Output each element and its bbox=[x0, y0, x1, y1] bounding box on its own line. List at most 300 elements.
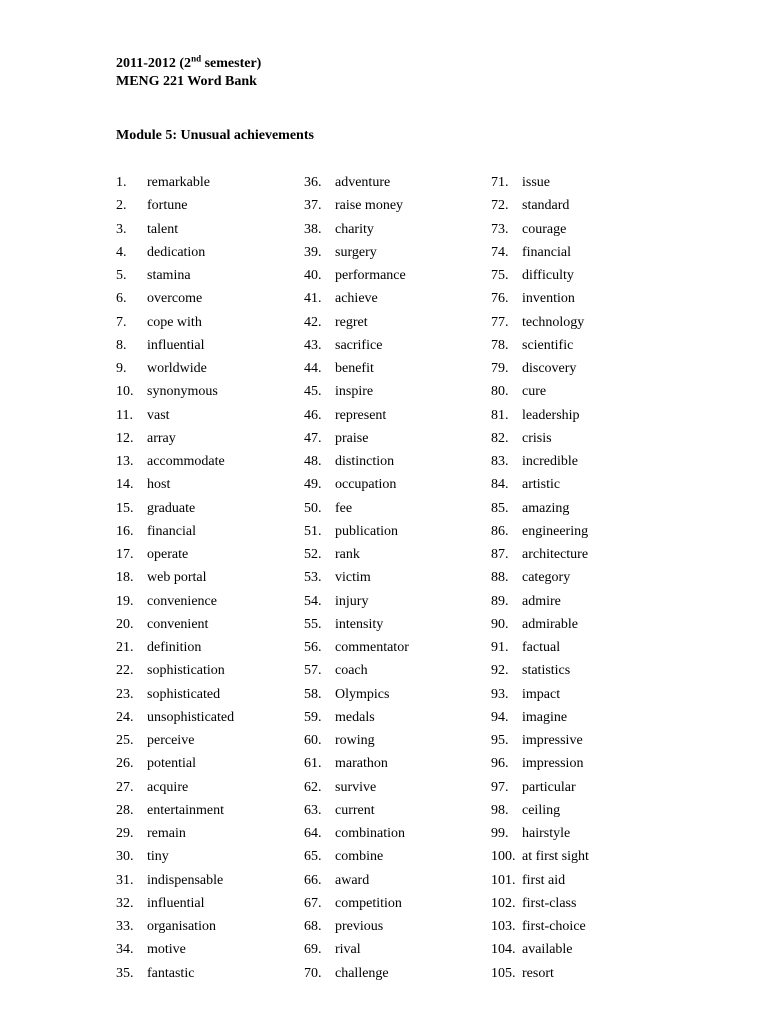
word-text: standard bbox=[522, 198, 570, 214]
word-text: influential bbox=[147, 337, 205, 353]
word-number: 29. bbox=[116, 826, 134, 841]
word-entry bbox=[491, 918, 589, 941]
word-number: 56. bbox=[304, 640, 322, 655]
word-text: worldwide bbox=[147, 361, 207, 376]
word-number: 14. bbox=[116, 477, 134, 493]
word-text: regret bbox=[335, 314, 368, 330]
word-text: victim bbox=[335, 570, 371, 586]
word-entry bbox=[304, 779, 409, 802]
word-entry bbox=[304, 639, 409, 662]
word-text: adventure bbox=[335, 175, 391, 190]
word-text: intensity bbox=[335, 616, 384, 632]
word-number: 49. bbox=[304, 477, 322, 493]
word-text: amazing bbox=[522, 500, 570, 516]
word-number: 54. bbox=[304, 593, 322, 609]
word-number: 69. bbox=[304, 942, 322, 958]
word-entry bbox=[491, 453, 589, 476]
word-number: 10. bbox=[116, 384, 134, 400]
word-number: 42. bbox=[304, 314, 322, 330]
word-number: 87. bbox=[491, 547, 509, 562]
word-entry bbox=[116, 221, 234, 244]
word-number: 75. bbox=[491, 268, 509, 283]
word-entry bbox=[116, 569, 234, 592]
word-entry bbox=[491, 569, 589, 592]
word-number: 35. bbox=[116, 965, 134, 981]
word-number: 80. bbox=[491, 384, 509, 400]
word-text: remarkable bbox=[147, 175, 210, 190]
word-text: incredible bbox=[522, 454, 578, 469]
word-text: artistic bbox=[522, 477, 561, 493]
word-entry bbox=[116, 918, 234, 941]
word-entry bbox=[491, 430, 589, 453]
word-text: engineering bbox=[522, 523, 589, 539]
word-number: 60. bbox=[304, 733, 322, 748]
word-entry bbox=[491, 825, 589, 848]
word-entry bbox=[304, 895, 409, 918]
word-text: issue bbox=[522, 175, 550, 190]
word-entry bbox=[304, 662, 409, 685]
word-text: tiny bbox=[147, 849, 169, 865]
word-entry bbox=[116, 848, 234, 871]
word-text: surgery bbox=[335, 244, 377, 260]
word-text: current bbox=[335, 802, 375, 818]
word-entry bbox=[304, 314, 409, 337]
word-number: 78. bbox=[491, 337, 509, 353]
word-text: first-choice bbox=[522, 919, 586, 934]
word-entry bbox=[304, 686, 409, 709]
word-text: particular bbox=[522, 779, 576, 795]
word-text: architecture bbox=[522, 547, 589, 562]
word-text: survive bbox=[335, 779, 377, 795]
word-text: potential bbox=[147, 756, 196, 772]
word-entry bbox=[304, 569, 409, 592]
word-text: challenge bbox=[335, 965, 389, 981]
word-number: 47. bbox=[304, 430, 322, 446]
word-entry bbox=[491, 895, 589, 918]
word-number: 57. bbox=[304, 663, 322, 679]
word-entry bbox=[116, 174, 234, 197]
word-entry bbox=[116, 476, 234, 499]
word-number: 25. bbox=[116, 733, 134, 748]
word-number: 89. bbox=[491, 593, 509, 609]
word-entry bbox=[116, 639, 234, 662]
word-entry bbox=[491, 593, 589, 616]
word-number: 26. bbox=[116, 756, 134, 772]
word-entry bbox=[116, 965, 234, 988]
word-entry bbox=[491, 848, 589, 871]
word-text: discovery bbox=[522, 361, 577, 376]
word-number: 19. bbox=[116, 593, 134, 609]
word-entry bbox=[116, 779, 234, 802]
word-entry bbox=[116, 546, 234, 569]
word-text: rival bbox=[335, 942, 361, 958]
word-entry bbox=[491, 174, 589, 197]
semester-suffix: semester) bbox=[201, 56, 262, 71]
word-text: financial bbox=[147, 523, 196, 539]
word-number: 100. bbox=[491, 849, 516, 865]
word-number: 94. bbox=[491, 709, 509, 725]
word-number: 22. bbox=[116, 663, 134, 679]
word-entry bbox=[116, 825, 234, 848]
word-entry bbox=[116, 941, 234, 964]
word-entry bbox=[304, 430, 409, 453]
word-text: occupation bbox=[335, 477, 397, 493]
word-number: 4. bbox=[116, 244, 127, 260]
word-entry bbox=[304, 709, 409, 732]
word-entry bbox=[304, 476, 409, 499]
word-text: sophisticated bbox=[147, 686, 221, 702]
word-number: 18. bbox=[116, 570, 134, 586]
word-text: imagine bbox=[522, 709, 568, 725]
word-entry bbox=[304, 616, 409, 639]
word-number: 68. bbox=[304, 919, 322, 934]
word-entry bbox=[491, 476, 589, 499]
word-number: 98. bbox=[491, 802, 509, 818]
word-entry bbox=[491, 709, 589, 732]
word-text: scientific bbox=[522, 337, 574, 353]
word-entry bbox=[116, 616, 234, 639]
word-entry bbox=[304, 244, 409, 267]
word-entry bbox=[491, 314, 589, 337]
word-text: crisis bbox=[522, 430, 552, 446]
word-entry bbox=[491, 732, 589, 755]
word-text: difficulty bbox=[522, 268, 574, 283]
word-number: 7. bbox=[116, 314, 127, 330]
word-text: impact bbox=[522, 686, 561, 702]
word-entry bbox=[491, 546, 589, 569]
word-number: 48. bbox=[304, 454, 322, 469]
word-entry bbox=[491, 639, 589, 662]
word-text: competition bbox=[335, 895, 402, 911]
word-text: available bbox=[522, 942, 573, 958]
word-entry bbox=[304, 407, 409, 430]
word-number: 73. bbox=[491, 221, 509, 237]
word-entry bbox=[304, 965, 409, 988]
word-entry bbox=[491, 662, 589, 685]
word-entry bbox=[116, 197, 234, 220]
word-entry bbox=[304, 872, 409, 895]
word-entry bbox=[116, 267, 234, 290]
ordinal-suffix: nd bbox=[191, 53, 202, 64]
word-number: 95. bbox=[491, 733, 509, 748]
word-number: 12. bbox=[116, 430, 134, 446]
word-entry bbox=[491, 523, 589, 546]
word-entry bbox=[116, 383, 234, 406]
word-text: achieve bbox=[335, 291, 378, 307]
word-number: 64. bbox=[304, 826, 322, 841]
word-text: graduate bbox=[147, 500, 196, 516]
word-text: talent bbox=[147, 221, 179, 237]
word-text: Olympics bbox=[335, 686, 390, 702]
word-text: fantastic bbox=[147, 965, 195, 981]
word-entry bbox=[491, 244, 589, 267]
word-entry bbox=[304, 593, 409, 616]
word-number: 1. bbox=[116, 175, 127, 190]
word-number: 83. bbox=[491, 454, 509, 469]
word-text: charity bbox=[335, 221, 374, 237]
word-entry bbox=[304, 290, 409, 313]
word-entry bbox=[116, 430, 234, 453]
word-entry bbox=[304, 523, 409, 546]
word-entry bbox=[304, 825, 409, 848]
word-entry bbox=[304, 941, 409, 964]
word-text: cure bbox=[522, 384, 547, 400]
word-number: 36. bbox=[304, 175, 322, 190]
word-number: 92. bbox=[491, 663, 509, 679]
word-number: 46. bbox=[304, 407, 322, 423]
word-number: 81. bbox=[491, 407, 509, 423]
word-text: entertainment bbox=[147, 802, 224, 818]
word-number: 70. bbox=[304, 965, 322, 981]
word-number: 96. bbox=[491, 756, 509, 772]
word-text: host bbox=[147, 477, 171, 493]
word-text: remain bbox=[147, 826, 186, 841]
word-number: 11. bbox=[116, 407, 133, 423]
word-entry bbox=[304, 802, 409, 825]
word-entry bbox=[304, 197, 409, 220]
word-number: 59. bbox=[304, 709, 322, 725]
word-number: 44. bbox=[304, 361, 322, 376]
word-text: vast bbox=[147, 407, 170, 423]
word-entry bbox=[491, 337, 589, 360]
word-text: injury bbox=[335, 593, 369, 609]
word-number: 99. bbox=[491, 826, 509, 841]
word-text: convenient bbox=[147, 616, 209, 632]
word-number: 20. bbox=[116, 616, 134, 632]
word-number: 3. bbox=[116, 221, 127, 237]
word-entry bbox=[491, 197, 589, 220]
word-text: publication bbox=[335, 523, 398, 539]
word-column-3 bbox=[491, 174, 589, 988]
word-entry bbox=[116, 802, 234, 825]
course-title: MENG 221 Word Bank bbox=[116, 74, 257, 89]
word-text: accommodate bbox=[147, 454, 225, 469]
word-entry bbox=[116, 290, 234, 313]
word-text: inspire bbox=[335, 384, 374, 400]
word-number: 33. bbox=[116, 919, 134, 934]
word-number: 32. bbox=[116, 895, 134, 911]
word-entry bbox=[116, 593, 234, 616]
word-number: 86. bbox=[491, 523, 509, 539]
word-number: 8. bbox=[116, 337, 127, 353]
word-entry bbox=[491, 941, 589, 964]
document-header bbox=[116, 55, 261, 91]
word-text: rowing bbox=[335, 733, 375, 748]
word-entry bbox=[491, 755, 589, 778]
word-number: 5. bbox=[116, 268, 127, 283]
word-number: 45. bbox=[304, 384, 322, 400]
word-text: statistics bbox=[522, 663, 571, 679]
word-text: admire bbox=[522, 593, 561, 609]
word-entry bbox=[304, 337, 409, 360]
module-title: Module 5: Unusual achievements bbox=[116, 128, 314, 143]
word-entry bbox=[304, 732, 409, 755]
word-text: fortune bbox=[147, 198, 188, 214]
word-entry bbox=[116, 523, 234, 546]
word-text: overcome bbox=[147, 291, 203, 307]
word-entry bbox=[116, 732, 234, 755]
word-text: perceive bbox=[147, 733, 195, 748]
word-number: 82. bbox=[491, 430, 509, 446]
word-number: 84. bbox=[491, 477, 509, 493]
word-entry bbox=[491, 872, 589, 895]
word-entry bbox=[491, 500, 589, 523]
word-column-2 bbox=[304, 174, 409, 988]
word-text: indispensable bbox=[147, 872, 224, 888]
word-text: unsophisticated bbox=[147, 709, 235, 725]
word-text: category bbox=[522, 570, 571, 586]
word-number: 67. bbox=[304, 895, 322, 911]
word-text: distinction bbox=[335, 454, 395, 469]
word-number: 28. bbox=[116, 802, 134, 818]
word-entry bbox=[304, 453, 409, 476]
word-number: 55. bbox=[304, 616, 322, 632]
word-number: 91. bbox=[491, 640, 509, 655]
word-entry bbox=[116, 314, 234, 337]
word-text: first-class bbox=[522, 895, 577, 911]
word-entry bbox=[304, 848, 409, 871]
word-entry bbox=[116, 686, 234, 709]
word-number: 101. bbox=[491, 872, 516, 888]
word-number: 61. bbox=[304, 756, 322, 772]
word-number: 40. bbox=[304, 268, 322, 283]
word-text: acquire bbox=[147, 779, 189, 795]
word-number: 30. bbox=[116, 849, 134, 865]
word-number: 6. bbox=[116, 291, 127, 307]
word-entry bbox=[491, 221, 589, 244]
word-number: 74. bbox=[491, 244, 509, 260]
word-number: 41. bbox=[304, 291, 322, 307]
word-number: 13. bbox=[116, 454, 134, 469]
word-text: dedication bbox=[147, 244, 206, 260]
word-text: admirable bbox=[522, 616, 578, 632]
word-number: 97. bbox=[491, 779, 509, 795]
semester-prefix: 2011-2012 (2 bbox=[116, 56, 192, 71]
word-number: 102. bbox=[491, 895, 516, 911]
word-text: benefit bbox=[335, 361, 374, 376]
word-text: first aid bbox=[522, 872, 566, 888]
word-entry bbox=[491, 407, 589, 430]
word-number: 52. bbox=[304, 547, 322, 562]
word-entry bbox=[491, 290, 589, 313]
word-entry bbox=[116, 895, 234, 918]
word-number: 23. bbox=[116, 686, 134, 702]
word-number: 72. bbox=[491, 198, 509, 214]
word-number: 27. bbox=[116, 779, 134, 795]
word-entry bbox=[304, 360, 409, 383]
word-text: invention bbox=[522, 291, 575, 307]
word-text: at first sight bbox=[522, 849, 589, 865]
word-number: 105. bbox=[491, 965, 516, 981]
word-text: operate bbox=[147, 547, 189, 562]
word-entry bbox=[491, 802, 589, 825]
word-number: 50. bbox=[304, 500, 322, 516]
word-entry bbox=[116, 709, 234, 732]
word-text: ceiling bbox=[522, 802, 561, 818]
word-number: 51. bbox=[304, 523, 322, 539]
word-text: previous bbox=[335, 919, 384, 934]
word-number: 9. bbox=[116, 361, 127, 376]
word-number: 34. bbox=[116, 942, 134, 958]
word-number: 58. bbox=[304, 686, 322, 702]
word-number: 90. bbox=[491, 616, 509, 632]
word-number: 65. bbox=[304, 849, 322, 865]
word-entry bbox=[304, 546, 409, 569]
word-text: cope with bbox=[147, 314, 202, 330]
semester-line bbox=[116, 55, 261, 73]
word-text: web portal bbox=[147, 570, 207, 586]
word-text: array bbox=[147, 430, 176, 446]
word-entry bbox=[304, 918, 409, 941]
word-entry bbox=[116, 662, 234, 685]
word-text: sacrifice bbox=[335, 337, 383, 353]
word-entry bbox=[491, 267, 589, 290]
word-entry bbox=[304, 174, 409, 197]
word-text: commentator bbox=[335, 640, 409, 655]
word-entry bbox=[491, 965, 589, 988]
word-number: 21. bbox=[116, 640, 134, 655]
word-entry bbox=[491, 360, 589, 383]
word-number: 16. bbox=[116, 523, 134, 539]
word-text: leadership bbox=[522, 407, 580, 423]
word-entry bbox=[116, 755, 234, 778]
word-text: coach bbox=[335, 663, 368, 679]
word-number: 17. bbox=[116, 547, 134, 562]
word-text: medals bbox=[335, 709, 375, 725]
word-number: 71. bbox=[491, 175, 509, 190]
word-text: combination bbox=[335, 826, 405, 841]
word-number: 104. bbox=[491, 942, 516, 958]
word-entry bbox=[116, 407, 234, 430]
word-number: 77. bbox=[491, 314, 509, 330]
word-text: courage bbox=[522, 221, 567, 237]
word-entry bbox=[491, 616, 589, 639]
word-entry bbox=[491, 779, 589, 802]
word-entry bbox=[304, 500, 409, 523]
word-number: 31. bbox=[116, 872, 134, 888]
word-number: 63. bbox=[304, 802, 322, 818]
word-text: impression bbox=[522, 756, 584, 772]
word-text: rank bbox=[335, 547, 360, 562]
word-text: performance bbox=[335, 268, 406, 283]
word-number: 15. bbox=[116, 500, 134, 516]
word-text: award bbox=[335, 872, 370, 888]
word-entry bbox=[491, 383, 589, 406]
word-text: synonymous bbox=[147, 384, 218, 400]
word-number: 2. bbox=[116, 198, 127, 214]
word-text: marathon bbox=[335, 756, 388, 772]
word-column-1 bbox=[116, 174, 234, 988]
word-text: praise bbox=[335, 430, 369, 446]
word-entry bbox=[116, 244, 234, 267]
word-text: influential bbox=[147, 895, 205, 911]
word-text: raise money bbox=[335, 198, 404, 214]
word-entry bbox=[116, 360, 234, 383]
word-number: 85. bbox=[491, 500, 509, 516]
word-entry bbox=[116, 500, 234, 523]
word-text: organisation bbox=[147, 919, 216, 934]
word-text: resort bbox=[522, 965, 554, 981]
word-number: 66. bbox=[304, 872, 322, 888]
word-text: fee bbox=[335, 500, 353, 516]
word-number: 79. bbox=[491, 361, 509, 376]
word-number: 76. bbox=[491, 291, 509, 307]
word-entry bbox=[116, 337, 234, 360]
word-text: financial bbox=[522, 244, 571, 260]
word-number: 62. bbox=[304, 779, 322, 795]
word-number: 24. bbox=[116, 709, 134, 725]
word-number: 38. bbox=[304, 221, 322, 237]
